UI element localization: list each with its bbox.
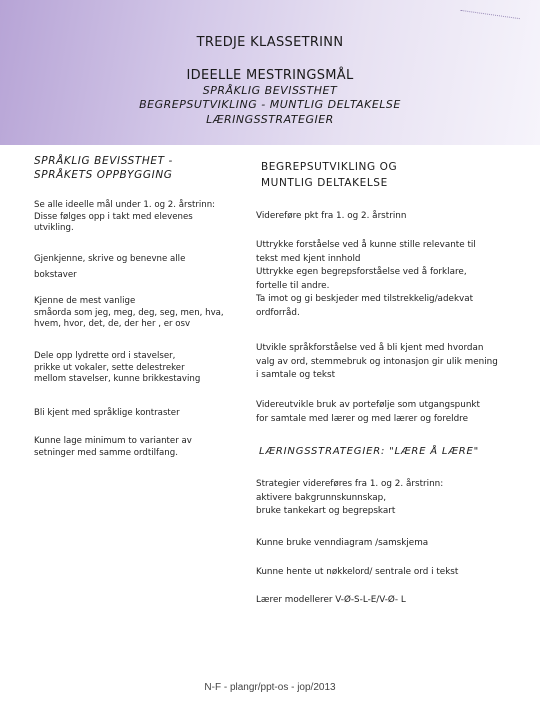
left-item-2: Gjenkjenne, skrive og benevne alle bokstaver	[34, 254, 186, 280]
right-item-1: Videreføre pkt fra 1. og 2. årstrinn	[256, 211, 407, 221]
strategies-heading: LÆRINGSSTRATEGIER: "LÆRE Å LÆRE"	[259, 446, 480, 457]
left-item-6: Kunne lage minimum to varianter av setninger med samme ordtilfang.	[34, 436, 192, 458]
strategy-item-2: Kunne bruke venndiagram /samskjema	[256, 538, 429, 548]
page-title: TREDJE KLASSETRINN	[196, 35, 344, 50]
page-subtitle: IDEELLE MESTRINGSMÅL	[186, 68, 354, 83]
left-item-5: Bli kjent med språklige kontraster	[34, 408, 180, 418]
right-item-3: Utvikle språkforståelse ved å bli kjent med hvordan valg av ord, stemmebruk og intonasjon gir ulik mening i samtale og tekst	[256, 343, 498, 380]
left-column-heading: SPRÅKLIG BEVISSTHET - SPRÅKETS OPPBYGGING	[34, 155, 173, 181]
footer-text: N-F - plangr/ppt-os - jop/2013	[204, 682, 336, 693]
right-item-4: Videreutvikle bruk av portefølje som utgangspunkt for samtale med lærer og med lærer og foreldre	[256, 400, 480, 424]
left-item-3: Kjenne de mest vanlige småorda som jeg, meg, deg, seg, men, hva, hvem, hvor, det, de, der her , er osv	[34, 296, 224, 329]
right-item-2: Uttrykke forståelse ved å kunne stille relevante til tekst med kjent innhold Uttrykke egen begrepsforståelse ved å forklare, fortelle til andre. Ta imot og gi beskjeder med tilstrekkelig/adekvat ordforråd.	[256, 240, 476, 318]
strategy-item-1: Strategier videreføres fra 1. og 2. årstrinn: aktivere bakgrunnskunnskap, bruke tankekart og begrepskart	[256, 479, 444, 516]
right-column-heading: BEGREPSUTVIKLING OG MUNTLIG DELTAKELSE	[261, 161, 398, 189]
left-item-1: Se alle ideelle mål under 1. og 2. årstrinn: Disse følges opp i takt med elevenes utvikling.	[34, 200, 216, 233]
header-line-3: LÆRINGSSTRATEGIER	[206, 113, 334, 126]
strategy-item-4: Lærer modellerer V-Ø-S-L-E/V-Ø- L	[256, 595, 406, 605]
strategy-item-3: Kunne hente ut nøkkelord/ sentrale ord i tekst	[256, 567, 459, 577]
left-item-4: Dele opp lydrette ord i stavelser, prikke ut vokaler, sette delestreker mellom stavelser, kunne brikkestaving	[34, 351, 201, 384]
header-line-1: SPRÅKLIG BEVISSTHET	[202, 84, 338, 97]
header-line-2: BEGREPSUTVIKLING - MUNTLIG DELTAKELSE	[139, 98, 401, 111]
